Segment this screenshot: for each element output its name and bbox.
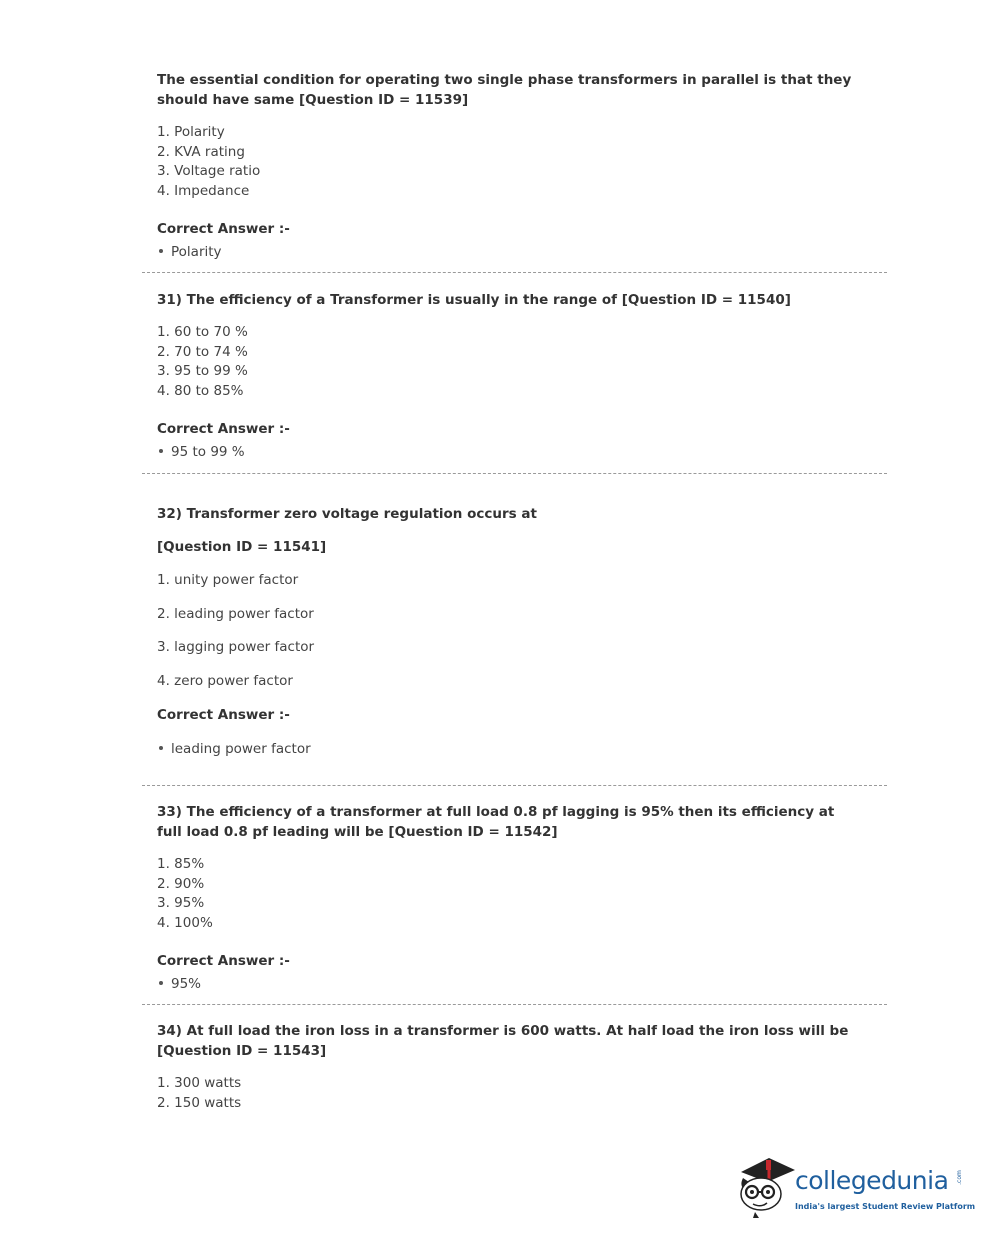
- option-item: 4. zero power factor: [157, 672, 293, 689]
- option-item: 2. 70 to 74 %: [157, 343, 248, 360]
- option-item: 1. 300 watts: [157, 1075, 242, 1091]
- options-list: [157, 855, 857, 933]
- logo-suffix: .com: [955, 1170, 963, 1185]
- option-item: 2. 90%: [157, 875, 205, 892]
- correct-answer-text: 95 to 99 %: [171, 444, 245, 460]
- question-text: The essential condition for operating two single phase transformers in parallel is that they should have same [Question ID = 11539]: [157, 72, 852, 108]
- question-text: 32) Transformer zero voltage regulation occurs at: [157, 506, 537, 522]
- option-item: 2. leading power factor: [157, 605, 314, 622]
- bullet-icon: [159, 249, 163, 253]
- option-item: 3. Voltage ratio: [157, 163, 261, 179]
- correct-answer-label: Correct Answer :-: [157, 953, 290, 969]
- question-block-11539: [157, 70, 857, 262]
- bullet-icon: [159, 449, 163, 453]
- question-text: 34) At full load the iron loss in a transformer is 600 watts. At half load the iron loss will be [Question ID = 11543]: [157, 1023, 849, 1059]
- question-block-11543: [157, 1021, 857, 1113]
- separator: [142, 785, 887, 786]
- options-list: [157, 571, 857, 691]
- logo-wordmark: collegedunia: [795, 1166, 949, 1195]
- mascot-icon: [735, 1152, 797, 1222]
- bullet-icon: [159, 981, 163, 985]
- question-block-11541: [157, 504, 857, 759]
- question-block-11540: [157, 290, 857, 462]
- question-text: 31) The efficiency of a Transformer is usually in the range of [Question ID = 11540]: [157, 292, 791, 308]
- correct-answer: [157, 442, 857, 462]
- option-item: 4. 100%: [157, 914, 213, 931]
- option-item: 1. Polarity: [157, 124, 225, 140]
- separator: [142, 272, 887, 273]
- option-item: 3. 95%: [157, 895, 205, 911]
- option-item: 3. lagging power factor: [157, 639, 315, 655]
- collegedunia-logo: [735, 1152, 976, 1224]
- option-item: 2. 150 watts: [157, 1094, 242, 1111]
- correct-answer-text: 95%: [171, 976, 202, 992]
- question-id: [Question ID = 11541]: [157, 539, 327, 555]
- correct-answer-text: Polarity: [171, 244, 222, 260]
- correct-answer-label: Correct Answer :-: [157, 707, 290, 723]
- option-item: 1. 85%: [157, 856, 205, 872]
- option-item: 1. 60 to 70 %: [157, 324, 248, 340]
- correct-answer: [157, 974, 857, 994]
- question-text: 33) The efficiency of a transformer at full load 0.8 pf lagging is 95% then its efficiency at full load 0.8 pf leading will be [Question ID = 11542]: [157, 804, 835, 840]
- correct-answer-label: Correct Answer :-: [157, 221, 290, 237]
- bullet-icon: [159, 746, 163, 750]
- option-item: 4. Impedance: [157, 182, 250, 199]
- option-item: 2. KVA rating: [157, 143, 245, 160]
- logo-tagline: India's largest Student Review Platform: [795, 1202, 976, 1211]
- option-item: 3. 95 to 99 %: [157, 363, 248, 379]
- options-list: [157, 323, 857, 401]
- correct-answer: [157, 242, 857, 262]
- separator: [142, 1004, 887, 1005]
- question-block-11542: [157, 802, 857, 994]
- correct-answer-text: leading power factor: [171, 741, 311, 757]
- options-list: [157, 1074, 857, 1113]
- option-item: 1. unity power factor: [157, 572, 299, 588]
- options-list: [157, 123, 857, 201]
- correct-answer-label: Correct Answer :-: [157, 421, 290, 437]
- option-item: 4. 80 to 85%: [157, 382, 244, 399]
- separator: [142, 473, 887, 474]
- correct-answer: [157, 739, 857, 759]
